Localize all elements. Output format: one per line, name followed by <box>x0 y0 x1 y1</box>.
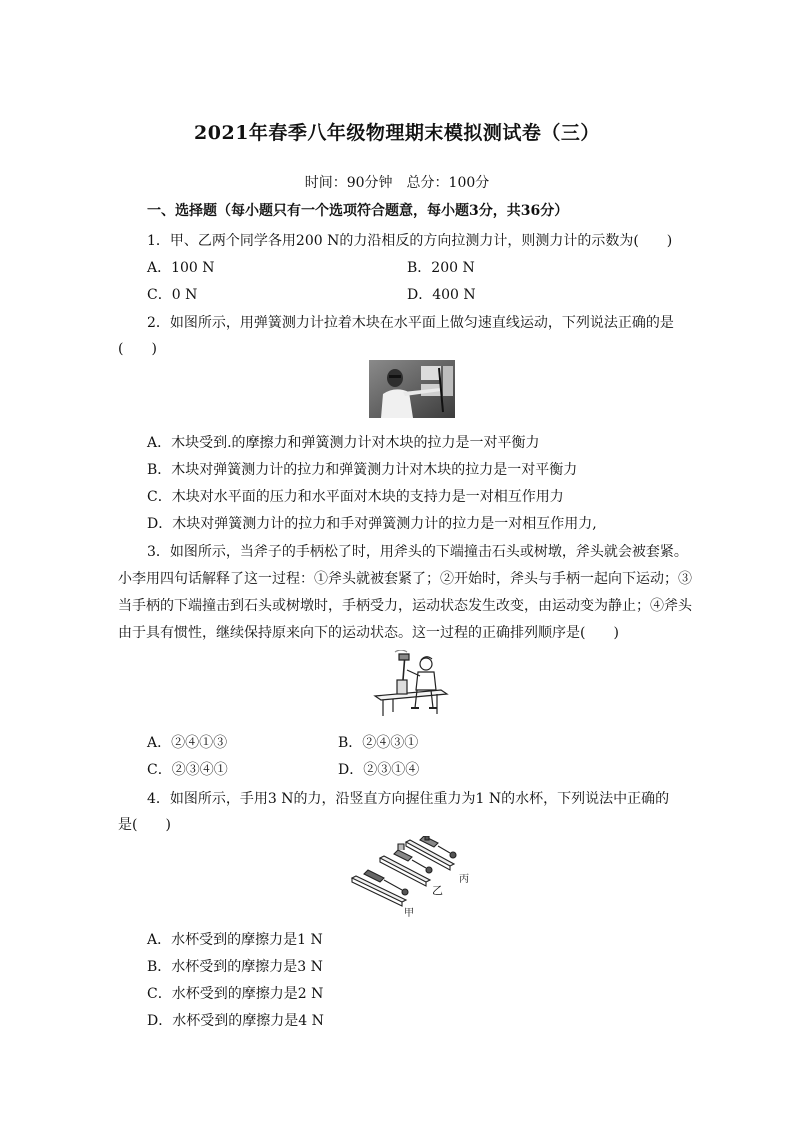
q1-stem: 1．甲、乙两个同学各用200 N的力沿相反的方向拉测力计，则测力计的示数为( ) <box>147 233 673 249</box>
q3-option-b: B．②④③① <box>338 735 419 751</box>
q3-line-1: 3．如图所示，当斧子的手柄松了时，用斧头的下端撞击石头或树墩，斧头就会被套紧。 <box>147 544 688 560</box>
q4-option-b: B．水杯受到的摩擦力是3 N <box>147 959 323 975</box>
q4-option-c: C．水杯受到的摩擦力是2 N <box>147 986 324 1002</box>
q4-option-d: D．水杯受到的摩擦力是4 N <box>147 1013 324 1029</box>
q1-option-c: C．0 N <box>147 287 198 303</box>
q1-option-d: D．400 N <box>407 287 476 303</box>
q2-option-b: B．木块对弹簧测力计的拉力和弹簧测力计对木块的拉力是一对平衡力 <box>147 462 578 478</box>
q4-figure-friction-setup <box>350 836 470 918</box>
q3-figure-axe-illustration <box>371 650 453 720</box>
q2-figure-photo <box>369 360 455 418</box>
q4-fig-label-yi: 乙 <box>432 884 443 897</box>
q3-line-4: 由于具有惯性，继续保持原来向下的运动状态。这一过程的正确排列顺序是( ) <box>118 625 619 641</box>
exam-time-info: 时间：90分钟 总分：100分 <box>304 175 490 191</box>
q1-option-a: A．100 N <box>147 260 215 276</box>
q2-stem-bracket: ( ) <box>118 341 157 357</box>
section-heading: 一、选择题（每小题只有一个选项符合题意，每小题3分，共36分） <box>147 203 569 219</box>
q1-option-b: B．200 N <box>407 260 475 276</box>
q2-option-c: C．木块对水平面的压力和水平面对木块的支持力是一对相互作用力 <box>147 489 564 505</box>
q4-stem-continued: 是( ) <box>118 817 171 833</box>
q4-fig-label-bing: 丙 <box>459 874 469 885</box>
page-title: 2021年春季八年级物理期末模拟测试卷（三） <box>194 122 600 144</box>
q3-line-3: 当手柄的下端撞击到石头或树墩时，手柄受力，运动状态发生改变，由运动变为静止；④斧头 <box>118 598 692 614</box>
q3-option-a: A．②④①③ <box>147 735 228 751</box>
q3-line-2: 小李用四句话解释了这一过程：①斧头就被套紧了；②开始时，斧头与手柄一起向下运动；③ <box>118 571 692 587</box>
q4-stem: 4．如图所示，手用3 N的力，沿竖直方向握住重力为1 N的水杯，下列说法中正确的 <box>147 791 670 807</box>
q3-option-c: C．②③④① <box>147 762 228 778</box>
q2-option-a: A．木块受到.的摩擦力和弹簧测力计对木块的拉力是一对平衡力 <box>147 435 540 451</box>
q2-option-d: D．木块对弹簧测力计的拉力和手对弹簧测力计的拉力是一对相互作用力, <box>147 516 597 532</box>
q4-option-a: A．水杯受到的摩擦力是1 N <box>147 932 323 948</box>
q2-stem: 2．如图所示，用弹簧测力计拉着木块在水平面上做匀速直线运动，下列说法正确的是 <box>147 315 674 331</box>
q3-option-d: D．②③①④ <box>338 762 420 778</box>
q4-fig-label-jia: 甲 <box>404 908 414 918</box>
